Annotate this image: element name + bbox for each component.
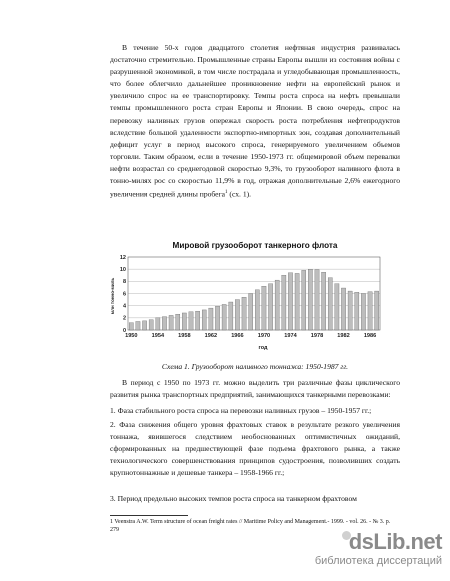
chart-bar [169,315,173,330]
chart-bar [156,318,160,330]
chart-bar [176,314,180,330]
chart-bar [242,297,246,330]
chart-bar [268,284,272,330]
chart-x-tick-label: 1978 [310,333,324,339]
list-item-phase-2-text: 2. Фаза снижения общего уровня фрахтовых ставок в результате резкого увеличения тоннажа, явившегося следствием необоснованных оптимистичных ожиданий, сформированных на предшествующей фазе подъема фрахтового рынка, а также технологического совершенствования принципов судостроения, позволивших создать крупнотоннажные и дешевые танкера – 1958-1966 гг.; [110,420,400,478]
chart-x-tick-label: 1958 [178,333,191,339]
chart-y-label: млн тонно-миль [110,277,115,315]
chart-bar [315,270,319,330]
chart-bar [215,306,219,330]
chart-bar [368,292,372,330]
list-item-phase-3 [110,493,400,505]
chart-y-tick-label: 4 [122,303,126,310]
chart-bar [189,312,193,330]
chart-bar [328,278,332,330]
footnote-divider [110,515,188,516]
chart-bar [361,294,365,331]
list-item-phase-3-text: 3. Период предельно высоких темпов роста спроса на танкерном фрахтовом [110,494,357,503]
chart-x-tick-label: 1954 [151,333,165,339]
chart-bar [149,320,153,330]
chart-x-tick-label: 1982 [337,333,350,339]
chart-bar [222,304,226,330]
chart-x-ticks [125,333,376,339]
chart-bar [129,323,133,330]
chart-y-tick-label: 0 [122,327,126,334]
chart-x-tick-label: 1962 [204,333,218,339]
chart-bar [288,273,292,330]
chart-x-tick-label: 1986 [363,333,377,339]
chart-y-tick-label: 12 [119,254,126,261]
list-item-phase-1-text: 1. Фаза стабильного роста спроса на перевозки наливных грузов – 1950-1957 гг.; [110,406,372,415]
chart-bar [322,272,326,330]
chart-bar [136,321,140,330]
chart-bar [202,310,206,330]
chart-bar [255,290,259,330]
chart-bar [295,273,299,330]
watermark[interactable] [314,529,442,573]
chart-y-tick-label: 10 [119,266,126,273]
chart-title: Мировой грузооборот танкерного флота [172,241,338,250]
chart-bar [262,286,266,330]
paragraph-intro-text: В течение 50-х годов двадцатого столетия нефтяная индустрия развивалась достаточно стремительно. Промышленные страны Европы вышли из состояния войны с разрушенной экономикой, в том числе пострадала и угледобывающая промышленность, что более облегчило дальнейшее проникновение нефти на европейский рынок и увеличило спрос на ее транспортировку. Темпы роста спроса на нефть превышали темпы промышленного роста стран Европы и Японии. В свою очередь, спрос на перевозку наливных грузов опережал скорость роста потребления нефтепродуктов вследствие большой удаленности экспортно-импортных зон, создавая дополнительный дефицит услуг в период высокого спроса, генерируемого увеличением объемов торговли. Таким образом, если в течение 1950-1973 гг. общемировой объем перевалки нефти возрастал со среднегодовой скоростью 9,3%, то грузооборот наливного флота в тонно-милях рос со скоростью 11,9% в год, отражая дополнительные 2,6% ежегодного увеличения средней длины пробега [110,43,400,199]
tanker-chart [108,252,398,352]
watermark-logo: dsLib.net [348,529,442,554]
chart-x-tick-label: 1950 [125,333,138,339]
chart-x-tick-label: 1970 [257,333,271,339]
chart-y-ticks [120,255,127,334]
chart-bar [341,288,345,330]
chart-bar [302,270,306,330]
chart-bar [235,300,239,330]
chart-bar [335,284,339,330]
chart-bar [355,292,359,330]
chart-y-tick-label: 2 [122,315,126,322]
list-item-phase-2 [110,419,400,479]
chart-bar [375,291,379,330]
footnote: 1 Veenstra A.W. Term structure of ocean freight rates // Maritime Policy and Management.- 1999. - vol. 26. - № 3. p. 279 [110,519,391,533]
watermark-subtitle: библиотека диссертаций [314,555,442,567]
chart-y-tick-label: 8 [122,279,126,286]
footnote-mark: 1 [225,190,228,196]
chart-bar [348,291,352,330]
paragraph-intro [110,42,400,201]
chart-y-tick-label: 6 [122,291,126,298]
chart-bar [209,308,213,330]
list-item-phase-1 [110,405,400,417]
chart-bar [182,313,186,330]
chart-x-tick-label: 1966 [231,333,244,339]
chart-bar [162,317,166,330]
chart-bar [275,280,279,330]
chart-bar [249,294,253,331]
paragraph-phases-text: В период с 1950 по 1973 гг. можно выделить три различные фазы циклического развития рынка транспортных предприятий, занимающихся танкерными перевозками: [110,378,400,400]
chart-x-tick-label: 1974 [284,333,297,339]
chart-bar [308,269,312,330]
chart-x-label: год [258,345,268,351]
paragraph-intro-tail: (сх. 1). [227,189,252,199]
chart-bar [282,275,286,330]
chart-bar [142,321,146,330]
paragraph-phases [110,377,400,401]
chart-bar [229,302,233,330]
chart-caption: Схема 1. Грузооборот наливного тоннажа: 1950-1987 гг. [161,362,349,371]
chart-bar [196,311,200,330]
